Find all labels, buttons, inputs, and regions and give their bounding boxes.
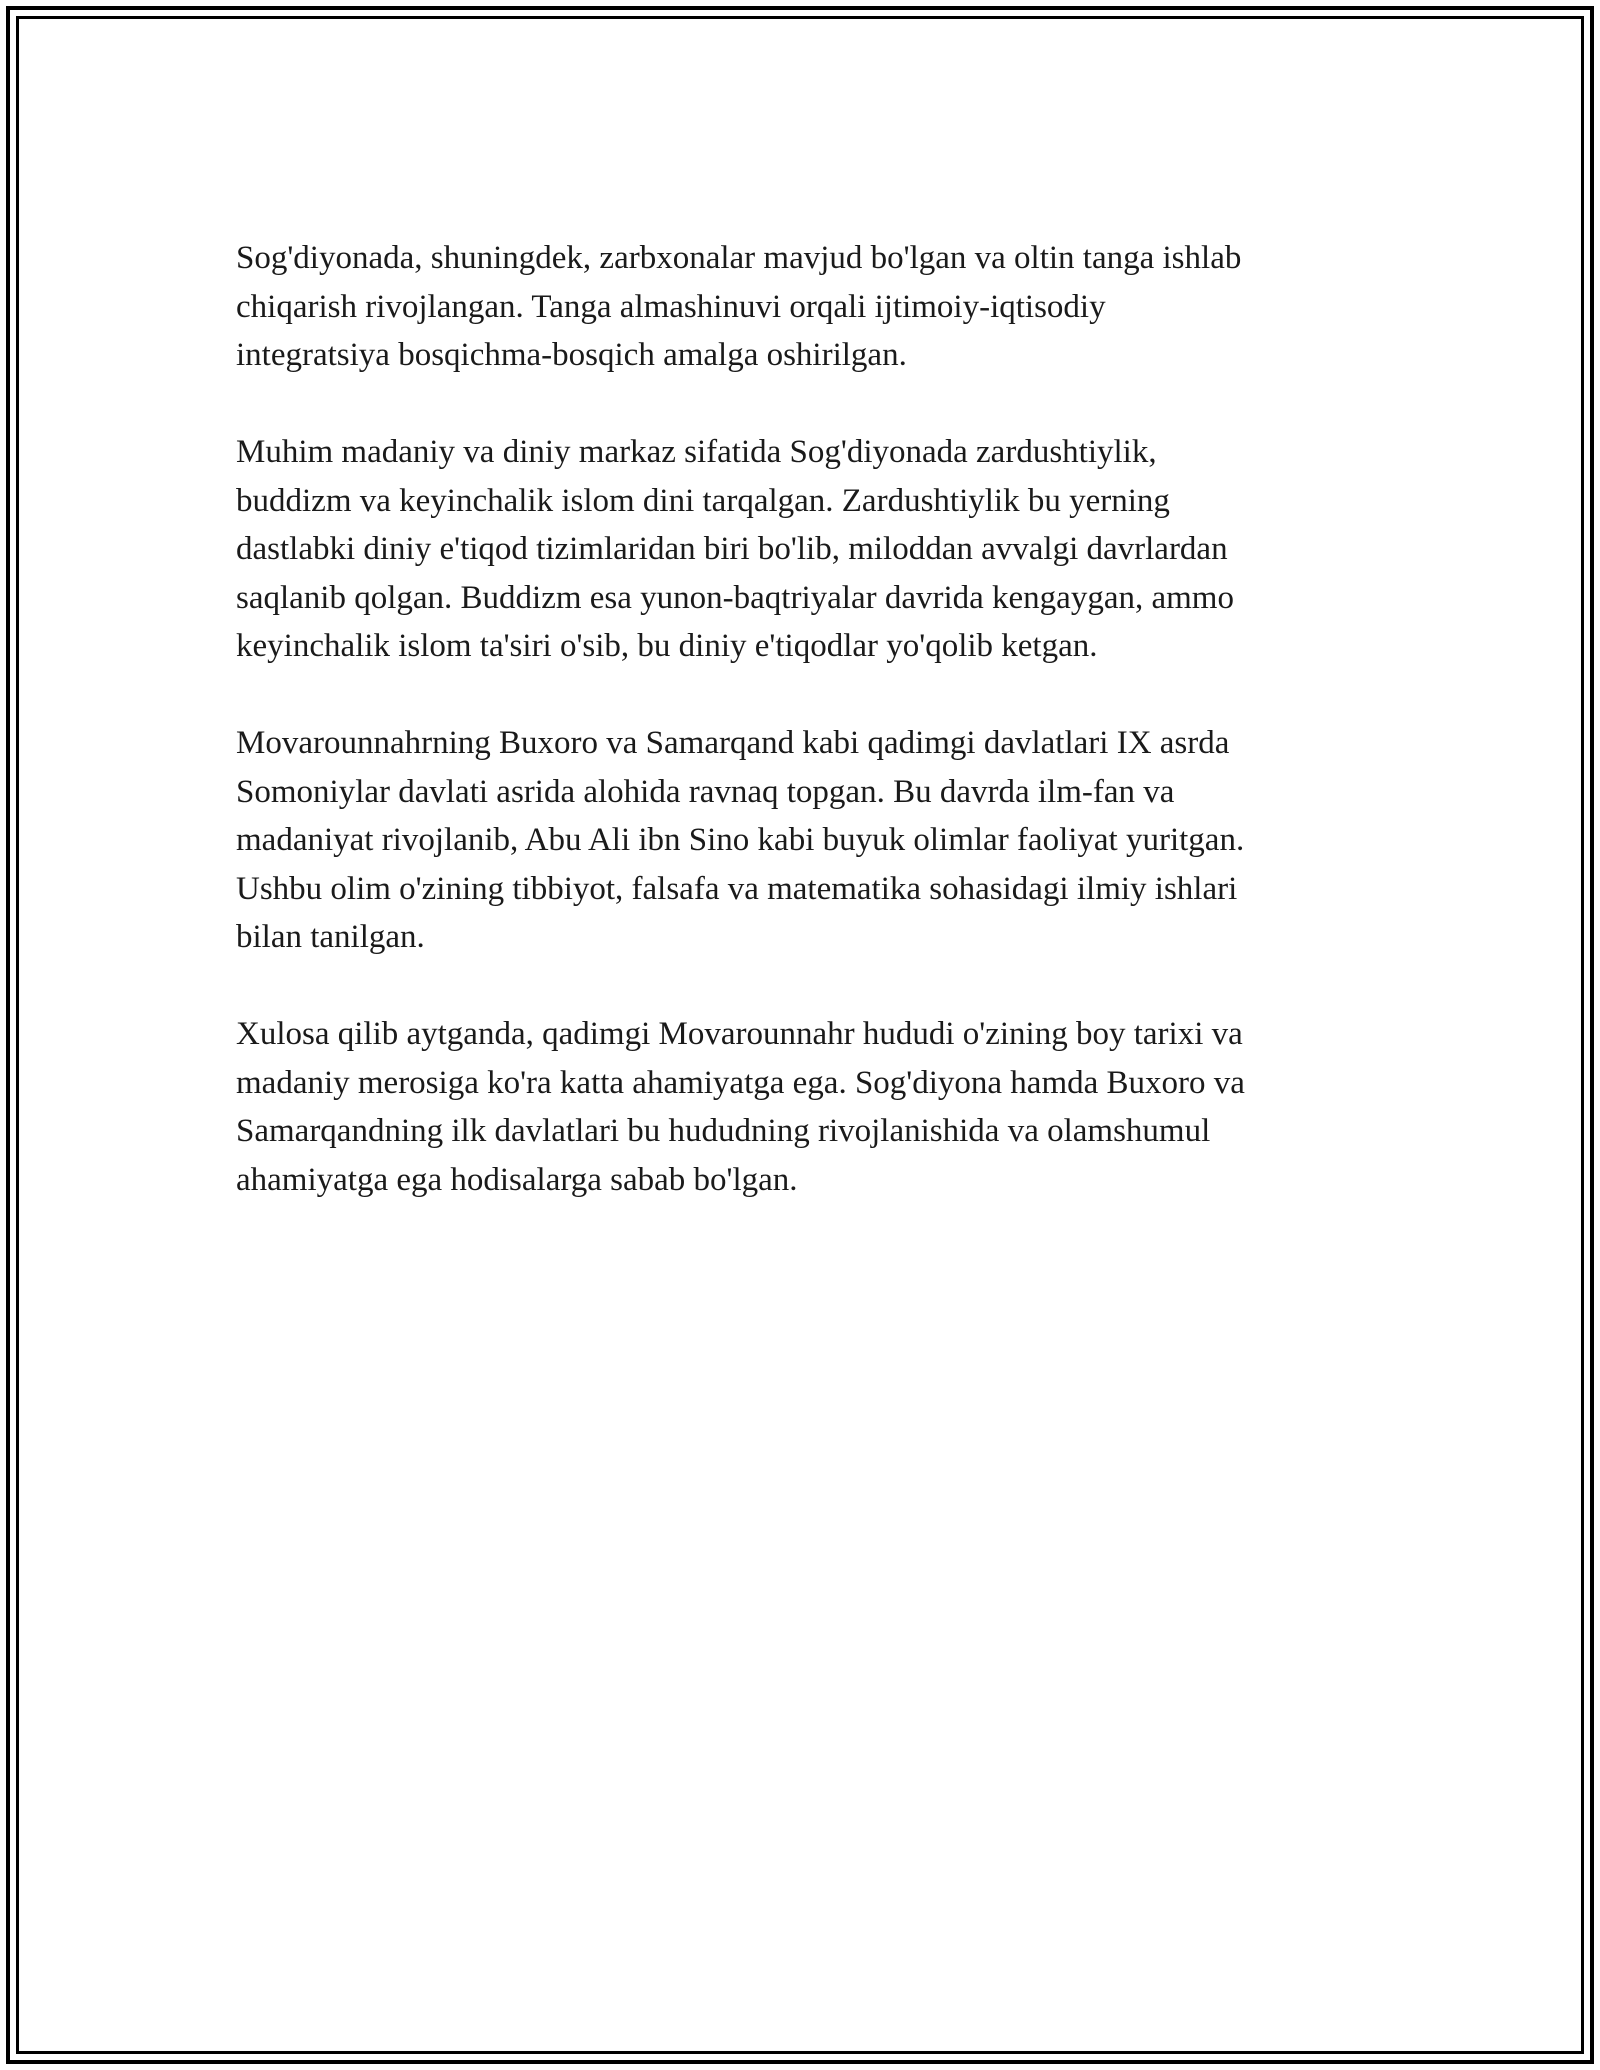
text-line: Samarqandning ilk davlatlari bu hududning rivojlanishida va olamshumul bbox=[236, 1113, 1211, 1149]
text-line: buddizm va keyinchalik islom dini tarqalgan. Zardushtiylik bu yerning bbox=[236, 482, 1170, 519]
paragraph bbox=[236, 719, 1376, 962]
text-line: saqlanib qolgan. Buddizm esa yunon-baqtriyalar davrida kengaygan, ammo bbox=[236, 579, 1234, 616]
text-line: Movarounnahrning Buxoro va Samarqand kabi qadimgi davlatlari IX asrda bbox=[236, 725, 1230, 761]
text-line: madaniyat rivojlanib, Abu Ali ibn Sino kabi buyuk olimlar faoliyat yuritgan. bbox=[236, 822, 1245, 858]
text-line: integratsiya bosqichma-bosqich amalga oshirilgan. bbox=[236, 337, 907, 373]
text-line: madaniy merosiga ko'ra katta ahamiyatga ega. Sog'diyona hamda Buxoro va bbox=[236, 1064, 1245, 1101]
text-line: ahamiyatga ega hodisalarga sabab bo'lgan. bbox=[236, 1161, 798, 1198]
text-line: Sog'diyonada, shuningdek, zarbxonalar mavjud bo'lgan va oltin tanga ishlab bbox=[236, 240, 1242, 276]
text-line: Muhim madaniy va diniy markaz sifatida Sog'diyonada zardushtiylik, bbox=[236, 434, 1157, 470]
paragraph bbox=[236, 1010, 1376, 1204]
text-line: keyinchalik islom ta'siri o'sib, bu diniy e'tiqodlar yo'qolib ketgan. bbox=[236, 628, 1098, 664]
text-line: chiqarish rivojlangan. Tanga almashinuvi orqali ijtimoiy-iqtisodiy bbox=[236, 288, 1106, 325]
paragraph bbox=[236, 234, 1376, 380]
text-line: dastlabki diniy e'tiqod tizimlaridan biri bo'lib, miloddan avvalgi davrlardan bbox=[236, 531, 1228, 567]
text-line: Somoniylar davlati asrida alohida ravnaq topgan. Bu davrda ilm-fan va bbox=[236, 773, 1175, 810]
document-body bbox=[236, 234, 1376, 1253]
paragraph bbox=[236, 428, 1376, 671]
text-line: Xulosa qilib aytganda, qadimgi Movarounnahr hududi o'zining boy tarixi va bbox=[236, 1016, 1243, 1052]
text-line: bilan tanilgan. bbox=[236, 919, 425, 955]
text-line: Ushbu olim o'zining tibbiyot, falsafa va matematika sohasidagi ilmiy ishlari bbox=[236, 870, 1238, 907]
